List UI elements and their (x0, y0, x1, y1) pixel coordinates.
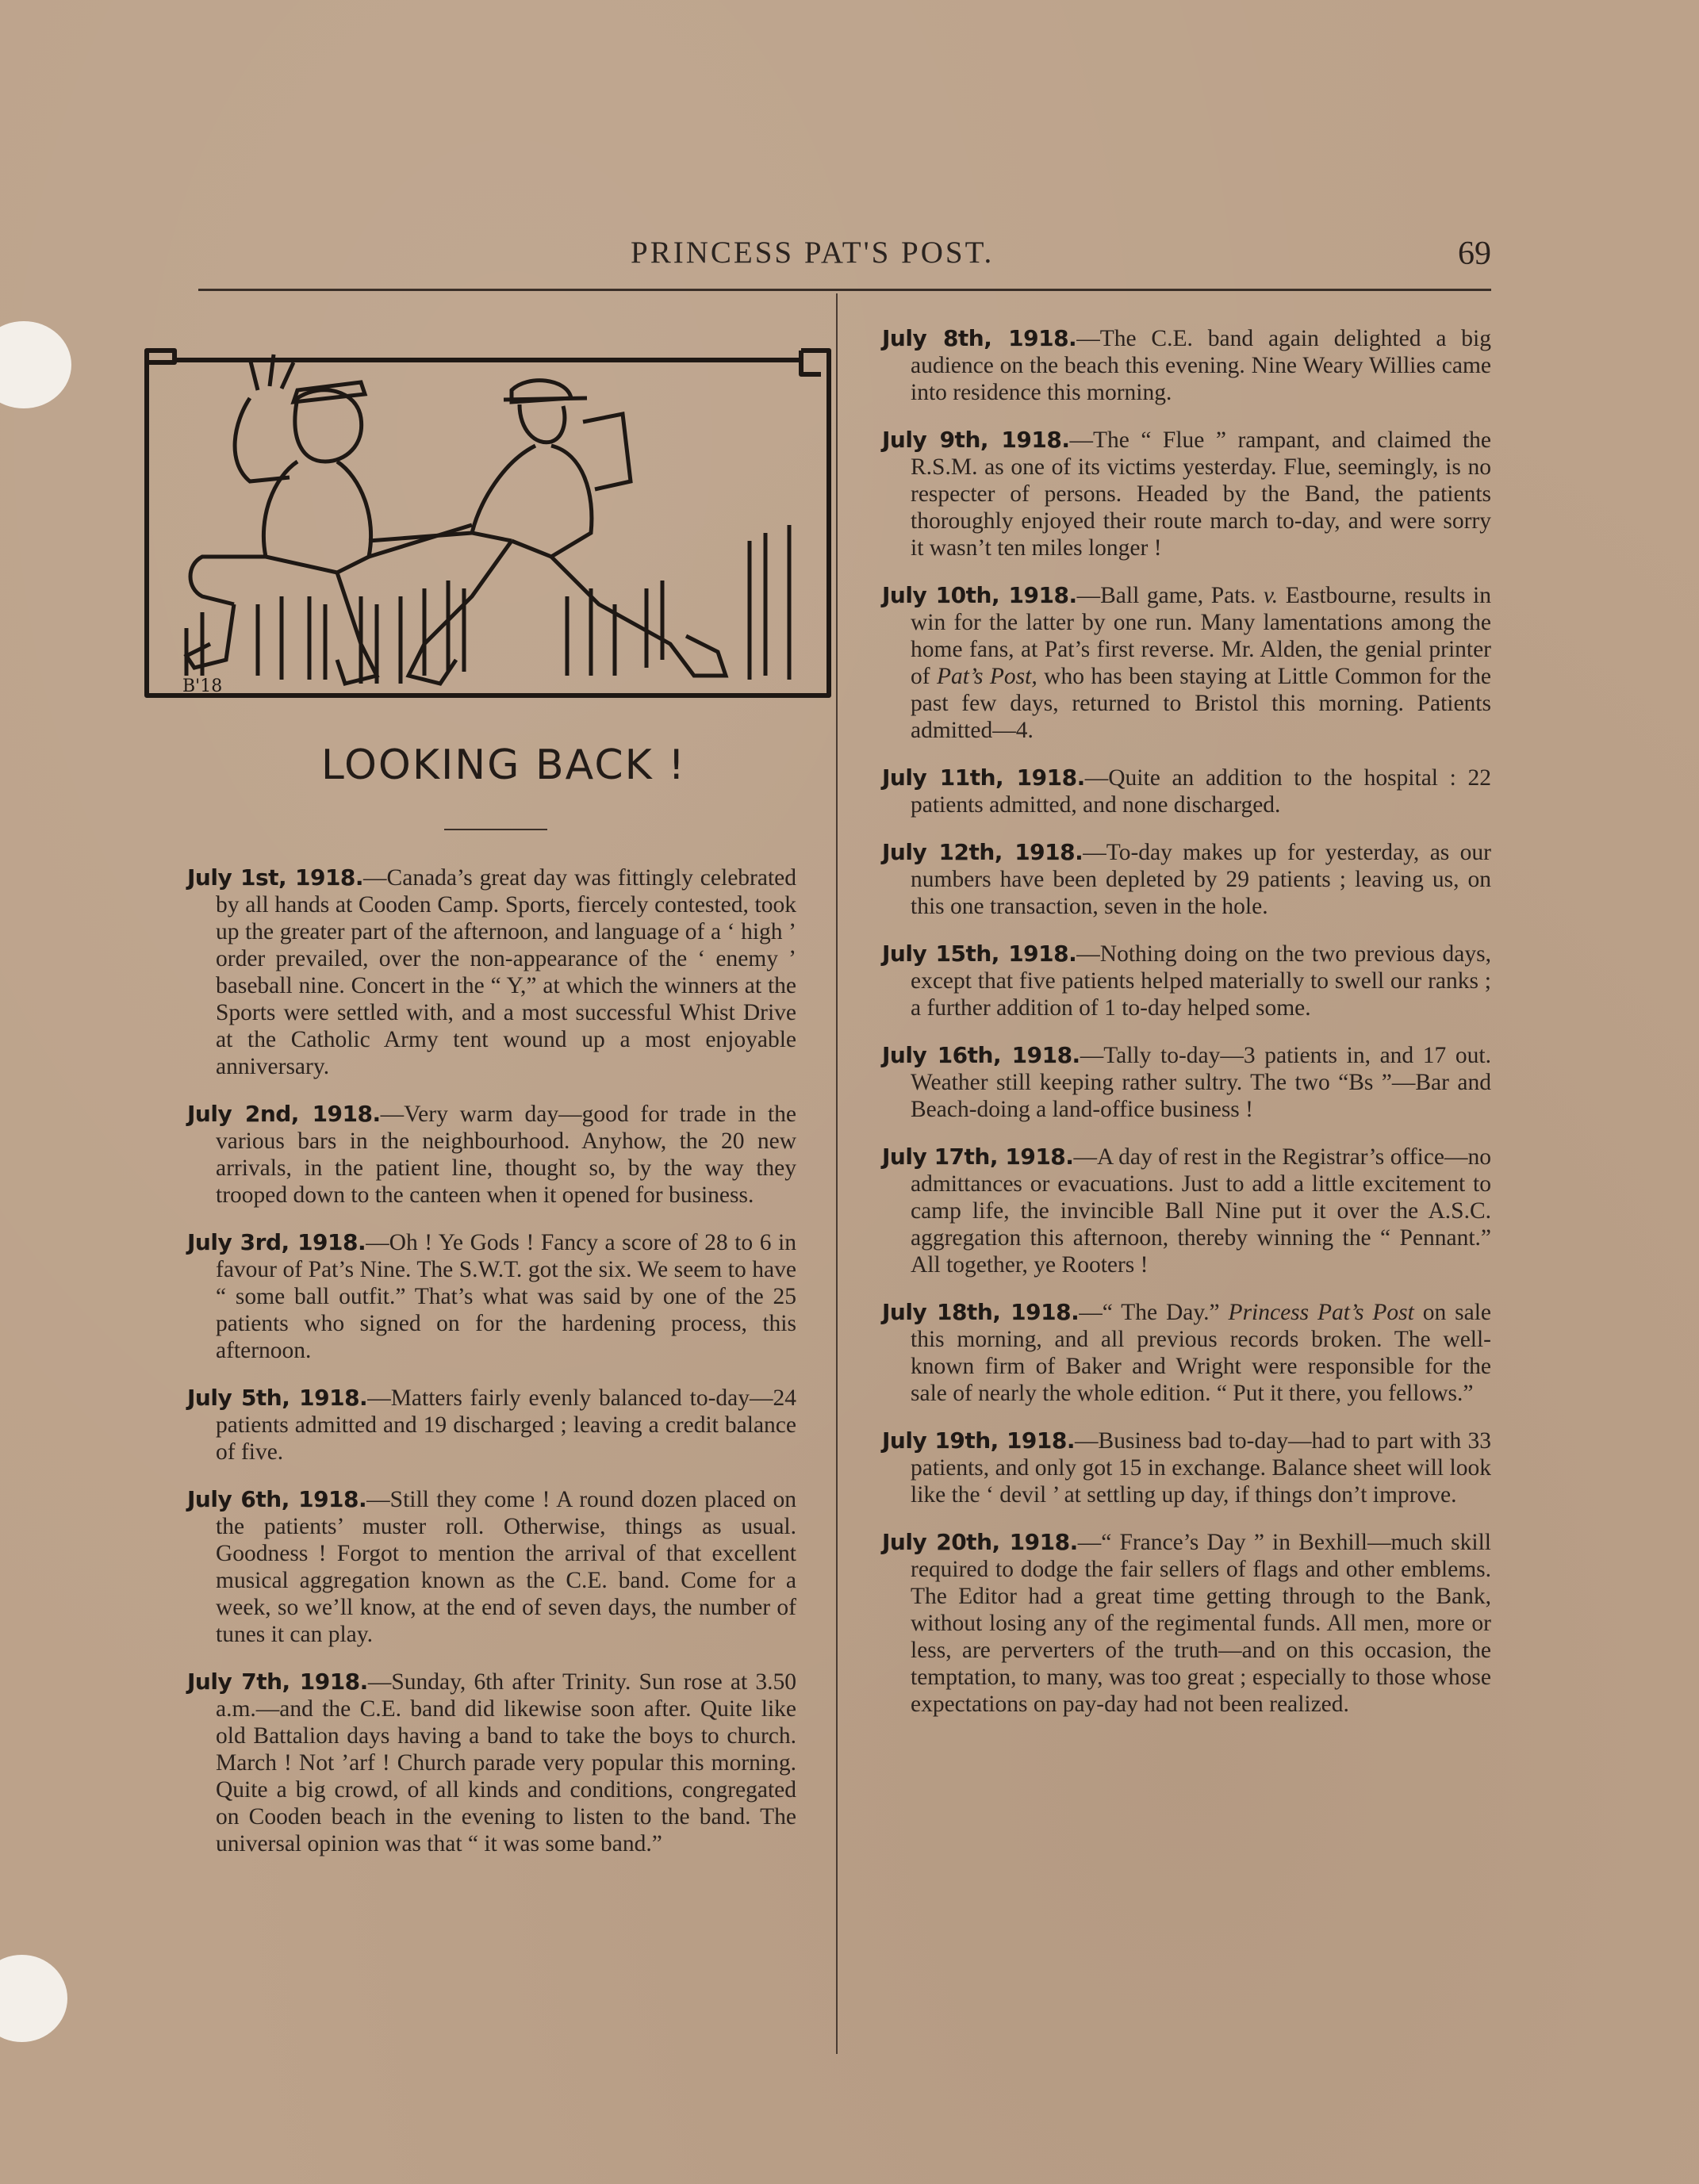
cartoon-illustration (139, 343, 837, 699)
entry-date: July 8th, 1918. (882, 325, 1077, 351)
entry-date: July 16th, 1918. (882, 1042, 1080, 1068)
entry-text: —Canada’s great day was fittingly celebrated by all hands at Cooden Camp. Sports, fiercely contested, took up the greater part of the afternoon, and language of a ‘ high ’ order prevailed, over the non-appearance of the ‘ enemy ’ baseball nine. Concert in the “ Y,” at which the winners at the Sports were settled with, and a most successful Whist Drive at the Catholic Army tent wound up a most enjoyable anniversary. (216, 865, 796, 1079)
publication-name: Princess Pat’s Post (1228, 1300, 1414, 1325)
entry-date: July 3rd, 1918. (187, 1229, 366, 1255)
diary-entry (187, 1385, 796, 1466)
diary-entry (882, 941, 1491, 1021)
diary-entry (187, 1486, 796, 1648)
entry-date: July 2nd, 1918. (187, 1101, 381, 1127)
diary-entry (882, 1427, 1491, 1508)
diary-entry (882, 764, 1491, 818)
entry-text: —Oh ! Ye Gods ! Fancy a score of 28 to 6 in favour of Pat’s Nine. The S.W.T. got the six. We seem to have “ some ball outfit.” That’s what was said by one of the 25 patients who signed on for the hardening process, this afternoon. (216, 1230, 797, 1363)
entry-date: July 19th, 1918. (882, 1427, 1076, 1454)
entry-text: Eastbourne, results in win for the latter by one run. Many lamentations among the home fans, at Pat’s first reverse. Mr. Alden, the genial printer of (911, 583, 1491, 689)
illustration-signature: B'18 (182, 676, 223, 696)
diary-entry (882, 325, 1491, 406)
article-title: LOOKING BACK ! (320, 741, 687, 789)
binding-hole-top (0, 321, 71, 408)
entry-text: —The C.E. band again delighted a big audience on the beach this evening. Nine Weary Willies came into residence this morning. (911, 326, 1491, 405)
entry-date: July 11th, 1918. (882, 764, 1085, 791)
entry-date: July 10th, 1918. (882, 582, 1077, 608)
entry-date: July 7th, 1918. (187, 1669, 368, 1695)
diary-entry (882, 1299, 1491, 1407)
diary-entry (882, 839, 1491, 920)
entry-text: —Nothing doing on the two previous days, except that five patients helped materially to swell our ranks ; a further addition of 1 to-day helped some. (911, 941, 1491, 1021)
publication-name: Pat’s Post, (937, 664, 1037, 689)
diary-entry (882, 427, 1491, 561)
entry-text: —To-day makes up for yesterday, as our numbers have been depleted by 29 patients ; leaving us, on this one transaction, seven in the hole. (911, 840, 1492, 919)
entry-text: —Ball game, Pats. (1076, 583, 1264, 608)
diary-entry (187, 864, 796, 1080)
title-rule (444, 829, 547, 830)
diary-entry (187, 1229, 796, 1364)
entry-date: July 18th, 1918. (882, 1299, 1080, 1325)
entry-text: —Very warm day—good for trade in the various bars in the neighbourhood. Anyhow, the 20 new arrivals, in the patient line, thought so, by the way they trooped down to the canteen when it opened for business. (216, 1102, 797, 1208)
running-header (198, 235, 1491, 282)
binding-hole-bottom (0, 1955, 67, 2042)
entry-text: on sale this morning, and all previous records broken. The well-known firm of Baker and Wright were responsible for the sale of nearly the whole edition. “ Put it there, you fellows.” (911, 1300, 1491, 1406)
entry-date: July 6th, 1918. (187, 1486, 367, 1512)
entry-text: —Matters fairly evenly balanced to-day—24 patients admitted and 19 discharged ; leaving a credit balance of five. (216, 1385, 796, 1465)
entry-date: July 17th, 1918. (882, 1144, 1074, 1170)
right-column (882, 325, 1491, 1738)
entry-text: —A day of rest in the Registrar’s office—no admittances or evacuations. Just to add a little excitement to camp life, the invincible Ball Nine put it over the A.S.C. aggregation this afternoon, thereby winning the “ Pennant.” All together, ye Rooters ! (911, 1144, 1491, 1278)
left-column (187, 864, 796, 1878)
entry-text: —Still they come ! A round dozen placed on the patients’ muster roll. Otherwise, things as usual. Goodness ! Forgot to mention the arrival of that excellent musical aggregation known as the C.E. band. Come for a week, so we’ll know, at the end of seven days, the number of tunes it can play. (216, 1487, 796, 1647)
diary-entry (882, 1042, 1491, 1123)
entry-text: —The “ Flue ” rampant, and claimed the R.S.M. as one of its victims yesterday. Flue, seemingly, is no respecter of persons. Headed by the Band, the patients thoroughly enjoyed their route march to-day, and were sorry it wasn’t ten miles longer ! (911, 427, 1492, 561)
header-rule (198, 289, 1491, 291)
versus-abbreviation: v. (1263, 583, 1279, 608)
entry-date: July 20th, 1918. (882, 1529, 1078, 1555)
entry-date: July 9th, 1918. (882, 427, 1070, 453)
entry-date: July 12th, 1918. (882, 839, 1083, 865)
entry-text: who has been staying at Little Common for the past few days, returned to Bristol this morning. Patients admitted—4. (911, 664, 1491, 743)
diary-entry (882, 1144, 1491, 1278)
entry-date: July 1st, 1918. (187, 864, 364, 891)
entry-date: July 15th, 1918. (882, 941, 1077, 967)
diary-entry (882, 582, 1491, 744)
entry-text: —Quite an addition to the hospital : 22 patients admitted, and none discharged. (911, 765, 1491, 818)
entry-text: —Tally to-day—3 patients in, and 17 out. Weather still keeping rather sultry. The two “Bs ”—Bar and Beach-doing a land-office business ! (911, 1043, 1491, 1122)
entry-text: —Sunday, 6th after Trinity. Sun rose at 3.50 a.m.—and the C.E. band did likewise soon after. Quite like old Battalion days having a band to take the boys to church. March ! Not ’arf ! Church parade very popular this morning. Quite a big crowd, of all kinds and conditions, congregated on Cooden beach in the evening to listen to the band. The universal opinion was that “ it was some band.” (216, 1669, 797, 1856)
entry-text: —“ France’s Day ” in Bexhill—much skill required to dodge the fair sellers of flags and other emblems. The Editor had a great time getting through to the Bank, without losing any of the regimental funds. All men, more or less, are perverters of the truth—and on this occasion, the temptation, to many, was too great ; especially to those whose expectations on pay-day had not been realized. (911, 1530, 1491, 1717)
entry-text: —“ The Day.” (1079, 1300, 1229, 1325)
diary-entry (187, 1101, 796, 1209)
page-number: 69 (1458, 236, 1491, 272)
publication-title: PRINCESS PAT'S POST. (631, 236, 995, 270)
diary-entry (187, 1669, 796, 1857)
entry-text: —Business bad to-day—had to part with 33 patients, and only got 15 in exchange. Balance sheet will look like the ‘ devil ’ at settling up day, if things don’t improve. (911, 1428, 1492, 1508)
entry-date: July 5th, 1918. (187, 1385, 368, 1411)
diary-entry (882, 1529, 1491, 1718)
